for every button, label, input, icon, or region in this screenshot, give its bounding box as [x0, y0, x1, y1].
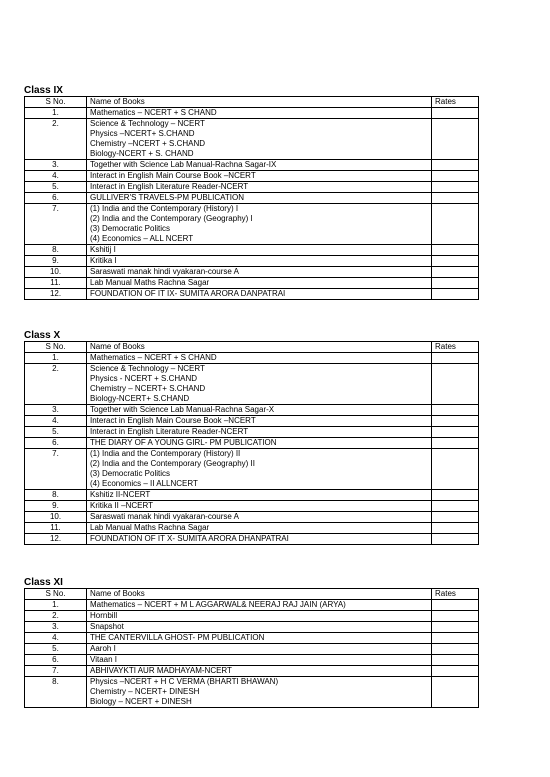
row-serial-number: 11.	[25, 523, 87, 534]
table-row	[25, 512, 479, 523]
table-row	[25, 119, 479, 160]
rate-cell	[432, 633, 479, 644]
book-name-line: Chemistry – NCERT+ DINESH	[90, 687, 200, 696]
rate-cell	[432, 353, 479, 364]
book-name-line: Vitaan I	[90, 655, 117, 664]
book-list-table	[24, 341, 479, 545]
table-row	[25, 523, 479, 534]
row-serial-number: 9.	[25, 501, 87, 512]
book-name-line: (1) India and the Contemporary (History) II	[90, 449, 241, 458]
book-name-line: (3) Democratic Politics	[90, 224, 171, 233]
book-name-cell	[87, 353, 432, 364]
row-serial-number: 7.	[25, 204, 87, 245]
rate-cell	[432, 171, 479, 182]
rate-cell	[432, 611, 479, 622]
header-name-of-books: Name of Books	[87, 342, 432, 353]
header-rates: Rates	[432, 342, 479, 353]
row-serial-number: 4.	[25, 171, 87, 182]
table-row	[25, 256, 479, 267]
book-name-line: (1) India and the Contemporary (History) I	[90, 204, 239, 213]
row-serial-number: 8.	[25, 490, 87, 501]
row-serial-number: 1.	[25, 353, 87, 364]
book-name-line: Kritika II –NCERT	[90, 501, 153, 510]
book-name-line: Kshitiz II-NCERT	[90, 490, 151, 499]
section-title: Class IX	[24, 85, 63, 96]
book-name-line: FOUNDATION OF IT X- SUMITA ARORA DHANPATRAI	[90, 534, 289, 543]
row-serial-number: 8.	[25, 677, 87, 708]
rate-cell	[432, 256, 479, 267]
book-name-cell	[87, 644, 432, 655]
rate-cell	[432, 108, 479, 119]
row-serial-number: 10.	[25, 512, 87, 523]
header-sno: S No.	[25, 589, 87, 600]
table-row	[25, 108, 479, 119]
rate-cell	[432, 490, 479, 501]
rate-cell	[432, 278, 479, 289]
row-serial-number: 7.	[25, 449, 87, 490]
book-name-cell	[87, 160, 432, 171]
book-name-line: Physics –NCERT + H C VERMA (BHARTI BHAWAN)	[90, 677, 279, 686]
book-name-line: Chemistry –NCERT + S.CHAND	[90, 139, 206, 148]
book-name-line: Science & Technology – NCERT	[90, 364, 205, 373]
book-name-cell	[87, 267, 432, 278]
book-name-cell	[87, 182, 432, 193]
rate-cell	[432, 289, 479, 300]
rate-cell	[432, 438, 479, 449]
row-serial-number: 5.	[25, 182, 87, 193]
book-name-line: ABHIVAYKTI AUR MADHAYAM-NCERT	[90, 666, 232, 675]
header-sno: S No.	[25, 97, 87, 108]
table-row	[25, 666, 479, 677]
book-name-cell	[87, 171, 432, 182]
rate-cell	[432, 622, 479, 633]
row-serial-number: 6.	[25, 193, 87, 204]
header-rates: Rates	[432, 589, 479, 600]
header-sno: S No.	[25, 342, 87, 353]
row-serial-number: 4.	[25, 633, 87, 644]
book-name-cell	[87, 611, 432, 622]
book-name-line: Hornbill	[90, 611, 118, 620]
row-serial-number: 11.	[25, 278, 87, 289]
rate-cell	[432, 364, 479, 405]
table-row	[25, 278, 479, 289]
row-serial-number: 2.	[25, 611, 87, 622]
book-name-cell	[87, 204, 432, 245]
class-x-section	[24, 331, 478, 545]
row-serial-number: 3.	[25, 160, 87, 171]
book-name-cell	[87, 600, 432, 611]
table-row	[25, 405, 479, 416]
rate-cell	[432, 204, 479, 245]
row-serial-number: 1.	[25, 600, 87, 611]
table-row	[25, 204, 479, 245]
table-row	[25, 267, 479, 278]
book-name-cell	[87, 416, 432, 427]
table-row	[25, 364, 479, 405]
rate-cell	[432, 245, 479, 256]
book-name-cell	[87, 438, 432, 449]
table-row	[25, 611, 479, 622]
book-list-table	[24, 588, 479, 708]
rate-cell	[432, 501, 479, 512]
book-name-cell	[87, 523, 432, 534]
book-name-line: Lab Manual Maths Rachna Sagar	[90, 278, 210, 287]
table-row	[25, 193, 479, 204]
table-row	[25, 289, 479, 300]
rate-cell	[432, 193, 479, 204]
table-row	[25, 449, 479, 490]
book-name-cell	[87, 633, 432, 644]
row-serial-number: 12.	[25, 289, 87, 300]
book-name-line: Biology-NCERT + S. CHAND	[90, 149, 194, 158]
book-name-cell	[87, 490, 432, 501]
row-serial-number: 3.	[25, 405, 87, 416]
book-name-line: Mathematics – NCERT + S CHAND	[90, 108, 217, 117]
table-row	[25, 438, 479, 449]
section-title: Class XI	[24, 577, 63, 588]
book-name-line: Physics - NCERT + S.CHAND	[90, 374, 198, 383]
book-name-line: Science & Technology – NCERT	[90, 119, 205, 128]
book-name-line: (4) Economics – II ALLNCERT	[90, 479, 198, 488]
rate-cell	[432, 267, 479, 278]
table-row	[25, 160, 479, 171]
book-name-line: Interact in English Literature Reader-NCERT	[90, 427, 249, 436]
rate-cell	[432, 512, 479, 523]
rate-cell	[432, 160, 479, 171]
book-name-line: Biology – NCERT + DINESH	[90, 697, 192, 706]
book-name-line: Together with Science Lab Manual-Rachna Sagar-IX	[90, 160, 277, 169]
table-row	[25, 633, 479, 644]
book-name-line: Kshitij I	[90, 245, 116, 254]
book-name-line: (2) India and the Contemporary (Geography) II	[90, 459, 255, 468]
book-name-line: THE DIARY OF A YOUNG GIRL- PM PUBLICATION	[90, 438, 277, 447]
book-name-cell	[87, 534, 432, 545]
book-name-line: Together with Science Lab Manual-Rachna Sagar-X	[90, 405, 275, 414]
book-name-line: Saraswati manak hindi vyakaran-course A	[90, 267, 239, 276]
book-name-line: GULLIVER'S TRAVELS-PM PUBLICATION	[90, 193, 245, 202]
rate-cell	[432, 644, 479, 655]
header-name-of-books: Name of Books	[87, 97, 432, 108]
row-serial-number: 6.	[25, 655, 87, 666]
rate-cell	[432, 405, 479, 416]
book-name-line: Biology-NCERT+ S.CHAND	[90, 394, 190, 403]
table-row	[25, 622, 479, 633]
book-name-cell	[87, 256, 432, 267]
rate-cell	[432, 523, 479, 534]
section-title: Class X	[24, 330, 61, 341]
book-name-line: Lab Manual Maths Rachna Sagar	[90, 523, 210, 532]
class-ix-section	[24, 86, 478, 300]
row-serial-number: 4.	[25, 416, 87, 427]
header-name-of-books: Name of Books	[87, 589, 432, 600]
header-rates: Rates	[432, 97, 479, 108]
book-name-line: Physics –NCERT+ S.CHAND	[90, 129, 195, 138]
row-serial-number: 5.	[25, 644, 87, 655]
table-row	[25, 534, 479, 545]
table-row	[25, 677, 479, 708]
table-header-row	[25, 342, 479, 353]
book-name-cell	[87, 449, 432, 490]
book-name-line: (3) Democratic Politics	[90, 469, 171, 478]
book-name-cell	[87, 364, 432, 405]
row-serial-number: 7.	[25, 666, 87, 677]
book-name-cell	[87, 108, 432, 119]
rate-cell	[432, 677, 479, 708]
table-row	[25, 416, 479, 427]
book-name-line: Saraswati manak hindi vyakaran-course A	[90, 512, 239, 521]
book-name-line: Mathematics – NCERT + M L AGGARWAL& NEERAJ RAJ JAIN (ARYA)	[90, 600, 346, 609]
rate-cell	[432, 427, 479, 438]
rate-cell	[432, 449, 479, 490]
book-list-table	[24, 96, 479, 300]
book-name-cell	[87, 622, 432, 633]
table-header-row	[25, 97, 479, 108]
table-row	[25, 182, 479, 193]
rate-cell	[432, 600, 479, 611]
rate-cell	[432, 182, 479, 193]
book-name-line: (4) Economics – ALL NCERT	[90, 234, 194, 243]
row-serial-number: 10.	[25, 267, 87, 278]
book-name-cell	[87, 289, 432, 300]
book-name-cell	[87, 427, 432, 438]
book-name-cell	[87, 501, 432, 512]
book-name-cell	[87, 245, 432, 256]
row-serial-number: 5.	[25, 427, 87, 438]
row-serial-number: 8.	[25, 245, 87, 256]
row-serial-number: 2.	[25, 364, 87, 405]
book-name-cell	[87, 193, 432, 204]
row-serial-number: 12.	[25, 534, 87, 545]
book-name-line: Kritika I	[90, 256, 117, 265]
book-name-cell	[87, 655, 432, 666]
book-name-line: Interact in English Literature Reader-NCERT	[90, 182, 249, 191]
book-name-line: Interact in English Main Course Book –NCERT	[90, 171, 256, 180]
row-serial-number: 2.	[25, 119, 87, 160]
table-header-row	[25, 589, 479, 600]
row-serial-number: 6.	[25, 438, 87, 449]
book-name-line: THE CANTERVILLA GHOST- PM PUBLICATION	[90, 633, 265, 642]
book-name-cell	[87, 278, 432, 289]
table-row	[25, 490, 479, 501]
row-serial-number: 9.	[25, 256, 87, 267]
table-row	[25, 171, 479, 182]
rate-cell	[432, 655, 479, 666]
table-row	[25, 245, 479, 256]
rate-cell	[432, 666, 479, 677]
book-name-cell	[87, 119, 432, 160]
row-serial-number: 3.	[25, 622, 87, 633]
book-name-cell	[87, 677, 432, 708]
book-name-line: Mathematics – NCERT + S CHAND	[90, 353, 217, 362]
book-name-line: Chemistry – NCERT+ S.CHAND	[90, 384, 206, 393]
book-name-line: Aaroh I	[90, 644, 116, 653]
book-name-line: FOUNDATION OF IT IX- SUMITA ARORA DANPATRAI	[90, 289, 286, 298]
book-name-line: (2) India and the Contemporary (Geography) I	[90, 214, 253, 223]
book-name-cell	[87, 405, 432, 416]
table-row	[25, 600, 479, 611]
rate-cell	[432, 534, 479, 545]
table-row	[25, 427, 479, 438]
rate-cell	[432, 119, 479, 160]
book-name-cell	[87, 666, 432, 677]
table-row	[25, 353, 479, 364]
table-row	[25, 501, 479, 512]
rate-cell	[432, 416, 479, 427]
book-name-line: Interact in English Main Course Book –NCERT	[90, 416, 256, 425]
table-row	[25, 644, 479, 655]
book-name-cell	[87, 512, 432, 523]
class-xi-section	[24, 578, 478, 708]
table-row	[25, 655, 479, 666]
row-serial-number: 1.	[25, 108, 87, 119]
book-name-line: Snapshot	[90, 622, 124, 631]
